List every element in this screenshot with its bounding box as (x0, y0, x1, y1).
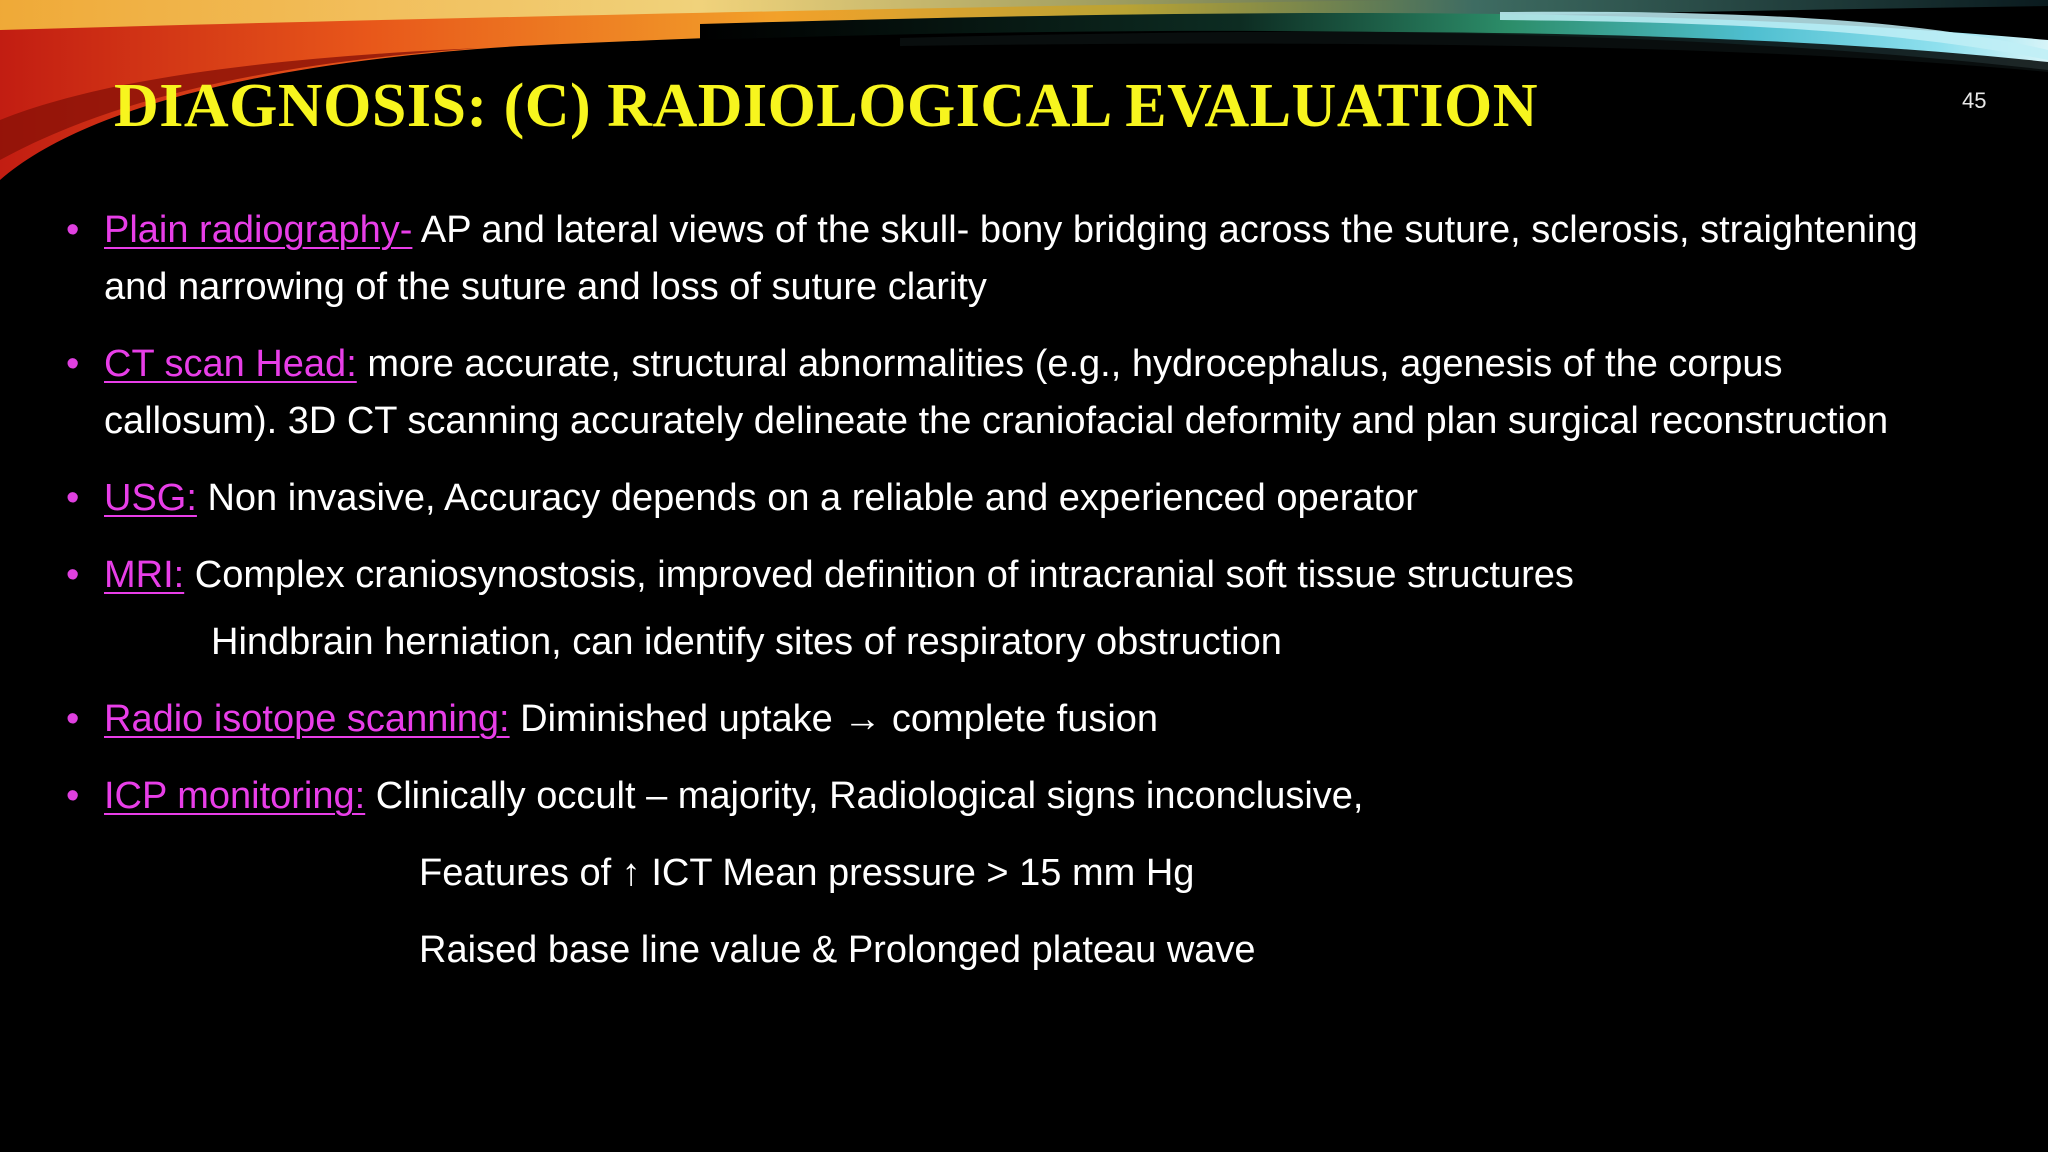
bullet-text: more accurate, structural abnormalities (e.g., hydrocephalus, agenesis of the corpus callosum). 3D CT scanning accurately delineate the craniofacial deformity and plan surgical reconstruction (104, 343, 1889, 442)
bullet-radio-isotope-scanning (66, 691, 1966, 748)
term-link[interactable]: ICP monitoring: (104, 775, 366, 817)
bullet-icon: • (66, 554, 80, 596)
bullet-icp-monitoring (66, 768, 1966, 825)
bullet-icon: • (66, 343, 80, 385)
slide-number: 45 (1962, 88, 1987, 113)
icp-continuation-line: Raised base line value & Prolonged plateau wave (419, 929, 1256, 971)
bullet-text: Diminished uptake → complete fusion (509, 698, 1159, 740)
term-link[interactable]: USG: (104, 477, 197, 519)
mri-continuation-text: Hindbrain herniation, can identify sites of respiratory obstruction (211, 621, 1282, 663)
bullet-icon: • (66, 209, 80, 251)
bullet-text: Clinically occult – majority, Radiological signs inconclusive, (365, 775, 1364, 817)
bullet-text: Non invasive, Accuracy depends on a reliable and experienced operator (196, 477, 1418, 519)
bullet-text: Complex craniosynostosis, improved definition of intracranial soft tissue structures (184, 554, 1574, 596)
term-link[interactable]: Plain radiography- (104, 209, 413, 251)
bullet-usg (66, 470, 1966, 527)
term-link[interactable]: MRI: (104, 554, 185, 596)
bullet-plain-radiography (66, 202, 1966, 316)
term-link[interactable]: Radio isotope scanning: (104, 698, 510, 740)
icp-continuation-line: Features of ↑ ICT Mean pressure > 15 mm Hg (419, 852, 1195, 894)
bullet-ct-scan-head (66, 336, 1966, 450)
term-link[interactable]: CT scan Head: (104, 343, 357, 385)
bullet-icon: • (66, 775, 80, 817)
bullet-mri (66, 547, 1966, 604)
bullet-icon: • (66, 698, 80, 740)
slide-title: DIAGNOSIS: (C) RADIOLOGICAL EVALUATION (114, 72, 1538, 140)
bullet-text: AP and lateral views of the skull- bony bridging across the suture, sclerosis, straightening and narrowing of the suture and loss of suture clarity (104, 209, 1918, 308)
bullet-icon: • (66, 477, 80, 519)
bullet-list (66, 202, 1966, 999)
